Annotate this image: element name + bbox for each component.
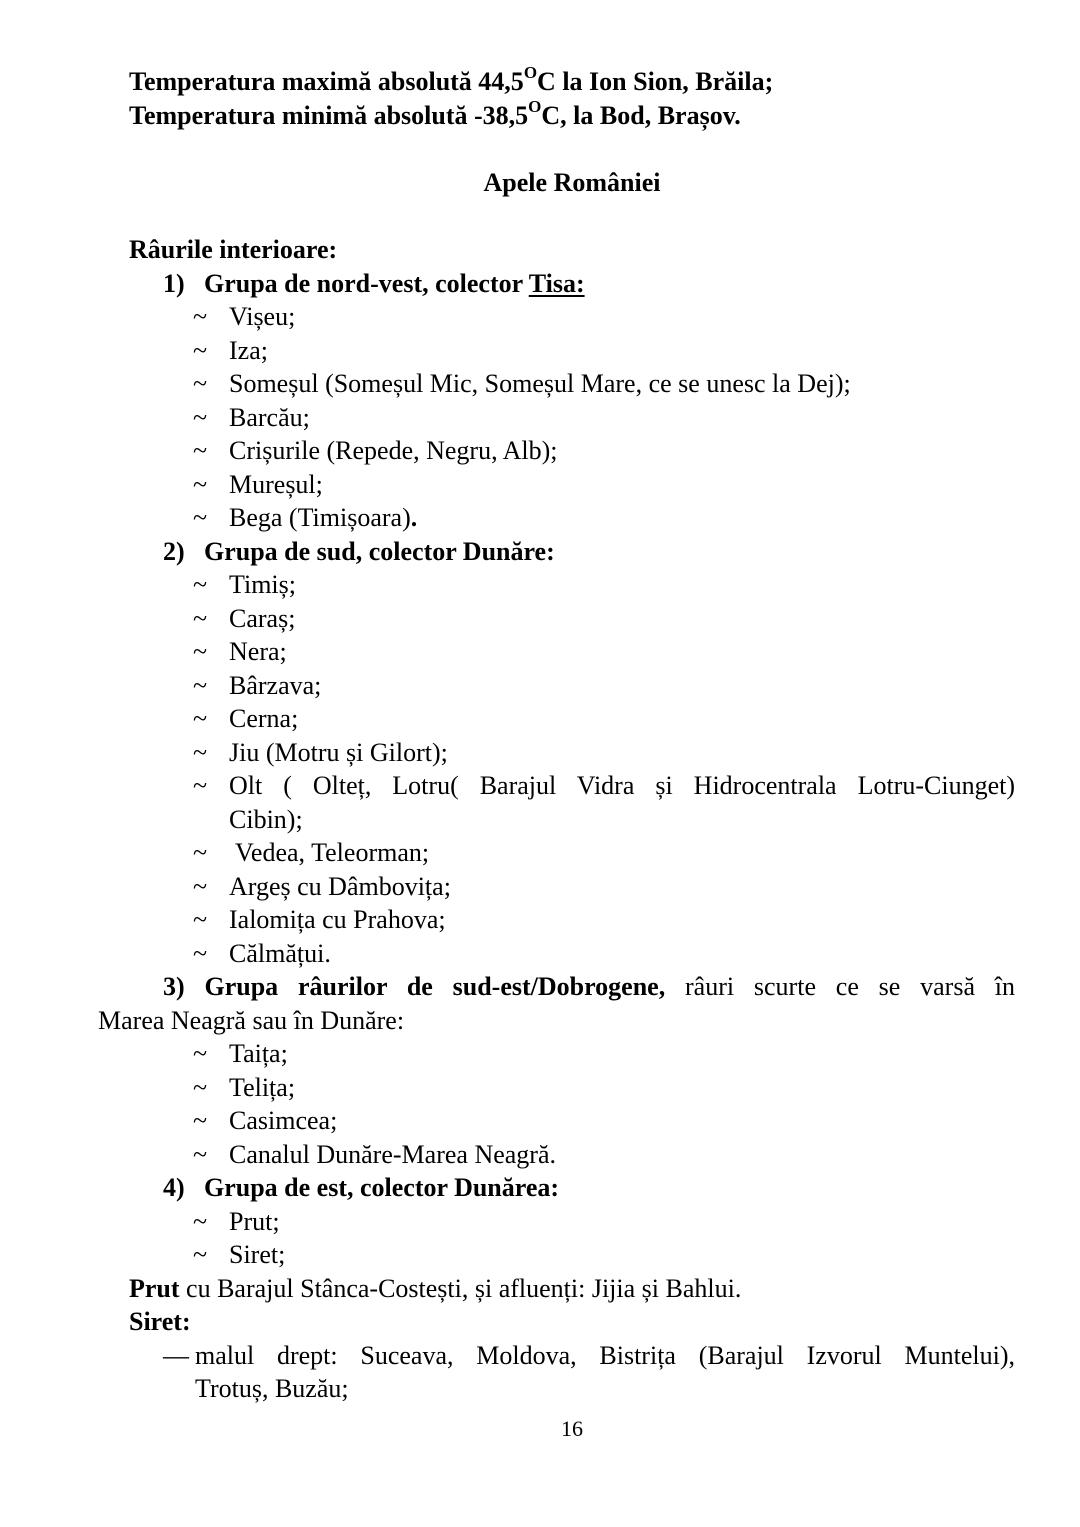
section-heading: Râurile interioare: (129, 235, 338, 264)
siret-right-bank-line1: malul drept: Suceava, Moldova, Bistrița (Barajul Izvorul Muntelui), (195, 1341, 1015, 1370)
collector-tisa: Tisa: (528, 269, 585, 298)
siret-heading: Siret: (129, 1307, 191, 1336)
document-page: Temperatura maximă absolută $44,5^OC$ la Ion Sion, Brăila; Temperatura minimă absolută $-38,5^OC$, la Bod, Brașov. Apele României Râurile interioare: 1) Grupa de nord-vest, colector Tisa: ~ Vișeu; ~ Iza; ~ Someșul (Someșul Mic, Someșul Mare, ce se unesc la Dej); ~ Barcău; ~ Crișurile (Repede, Negru, Alb); ~ Mureșul; ~ Bega (Timișoara). 2) Grupa de sud, colector Dunăre: ~ Timiș; ~ Caraș; ~ Nera; ~ Bârzava; ~ Cerna; ~ Jiu (Motru și Gilort); ~ Olt ( Olteț, Lotru( Barajul Vidra și Hidrocentrala Lotru-Ciunget) Cibin); ~ Vedea, Teleorman; ~ Argeș cu Dâmbovița; ~ Ialomița cu Prahova; ~ Călmățui. 3) Grupa râurilor de sud-est/Dobrogene, râuri scurte ce se varsă în Marea Neagră sau în Dunăre: ~ Taița; ~ Telița; ~ Casimcea; ~ Canalul Dunăre-Marea Neagră. 4) Grupa de est, colector Dunărea: ~ Prut; ~ Siret; Prut cu Barajul Stânca-Costești, și afluenți: Jijia și Bahlui. Siret: — malul drept: Suceava, Moldova, Bistrița (Barajul Izvorul Muntelui), Trotuș, Buzău; 16 (0, 0, 1080, 1527)
group-3-heading-line2: Marea Neagră sau în Dunăre: (98, 1006, 405, 1035)
list-item-olt-line1: Olt ( Olteț, Lotru( Barajul Vidra și Hidrocentrala Lotru-Ciunget) (229, 771, 1015, 800)
page-number: 16 (561, 1416, 583, 1441)
min-temperature-line: Temperatura minimă absolută $-38,5^OC$, la Bod, Brașov. (129, 97, 741, 130)
list-item-olt-line2: Cibin); (229, 805, 303, 834)
section-title: Apele României (483, 168, 661, 197)
group-3-heading: 3) Grupa râurilor de sud-est/Dobrogene, râuri scurte ce se varsă în (163, 972, 1016, 1001)
siret-right-bank-line2: Trotuș, Buzău; (195, 1374, 349, 1403)
max-temperature-line: Temperatura maximă absolută $44,5^OC$ la Ion Sion, Brăila; (129, 63, 774, 96)
prut-paragraph: Prut cu Barajul Stânca-Costești, și afluenți: Jijia și Bahlui. (129, 1274, 742, 1303)
